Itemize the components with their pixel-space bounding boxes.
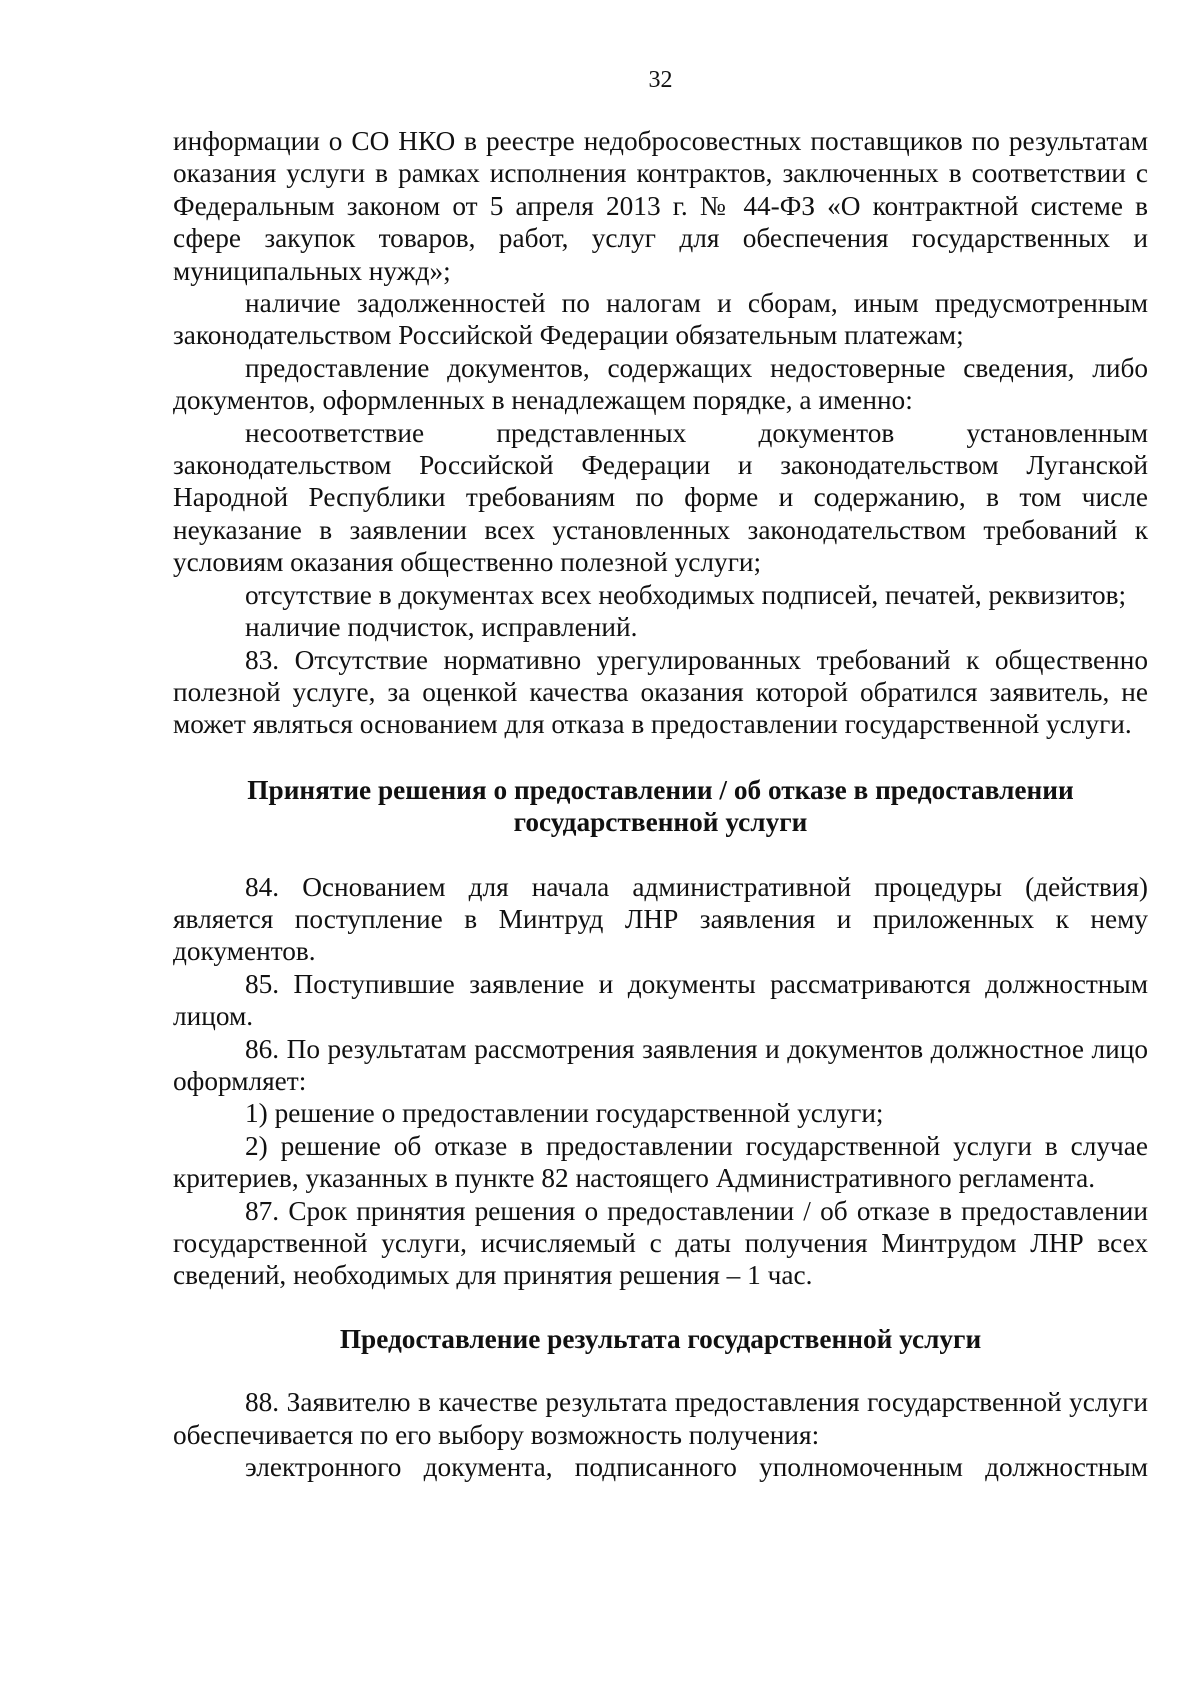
paragraph-88: 88. Заявителю в качестве результата предоставления государственной услуги обеспечивается по его выбору возможность получения: xyxy=(173,1387,1148,1450)
heading-line: государственной услуги xyxy=(513,807,808,838)
paragraph: несоответствие представленных документов установленным законодательством Российской Федерации и законодательством Луганской Народной Республики требованиям по форме и содержанию, в том числе неуказание в заявлении всех установленных законодательством требований к условиям оказания общественно полезной услуги; xyxy=(173,417,1148,578)
paragraph-continued: электронного документа, подписанного уполномоченным должностным xyxy=(245,1452,1148,1483)
paragraph: наличие задолженностей по налогам и сборам, иным предусмотренным законодательством Российской Федерации обязательным платежам; xyxy=(173,288,1148,351)
paragraph-83: 83. Отсутствие нормативно урегулированных требований к общественно полезной услуге, за оценкой качества оказания которой обратился заявитель, не может являться основанием для отказа в предоставлении государственной услуги. xyxy=(173,644,1148,740)
list-item: 1) решение о предоставлении государственной услуги; xyxy=(245,1098,884,1129)
paragraph-85: 85. Поступившие заявление и документы рассматриваются должностным лицом. xyxy=(173,968,1148,1032)
paragraph: информации о СО НКО в реестре недобросовестных поставщиков по результатам оказания услуги в рамках исполнения контрактов, заключенных в соответствии с Федеральным законом от 5 апреля 2013 г. № 44-ФЗ «О контрактной системе в сфере закупок товаров, работ, услуг для обеспечения государственных и муниципальных нужд»; xyxy=(173,126,1148,286)
section-result xyxy=(173,1386,1148,1483)
page-number: 32 xyxy=(648,67,673,93)
list-item: 2) решение об отказе в предоставлении государственной услуги в случае критериев, указанных в пункте 82 настоящего Административного регламента. xyxy=(173,1130,1148,1194)
paragraph: предоставление документов, содержащих недостоверные сведения, либо документов, оформленных в ненадлежащем порядке, а именно: xyxy=(173,352,1148,416)
document-page xyxy=(173,64,1148,1483)
section-criteria xyxy=(173,125,1148,741)
section-heading-result: Предоставление результата государственной услуги xyxy=(339,1323,982,1354)
paragraph-86: 86. По результатам рассмотрения заявления и документов должностное лицо оформляет: xyxy=(173,1033,1148,1096)
paragraph-87: 87. Срок принятия решения о предоставлении / об отказе в предоставлении государственной услуги, исчисляемый с даты получения Минтрудом ЛНР всех сведений, необходимых для принятия решения – 1 час. xyxy=(173,1195,1148,1291)
section-heading-decision xyxy=(173,774,1148,839)
paragraph-84: 84. Основанием для начала административной процедуры (действия) является поступление в Минтруд ЛНР заявления и приложенных к нему документов. xyxy=(173,871,1148,967)
paragraph: отсутствие в документах всех необходимых подписей, печатей, реквизитов; xyxy=(245,579,1127,610)
section-decision xyxy=(173,871,1148,1292)
heading-line: Принятие решения о предоставлении / об отказе в предоставлении xyxy=(247,774,1074,805)
paragraph: наличие подчисток, исправлений. xyxy=(245,612,638,643)
